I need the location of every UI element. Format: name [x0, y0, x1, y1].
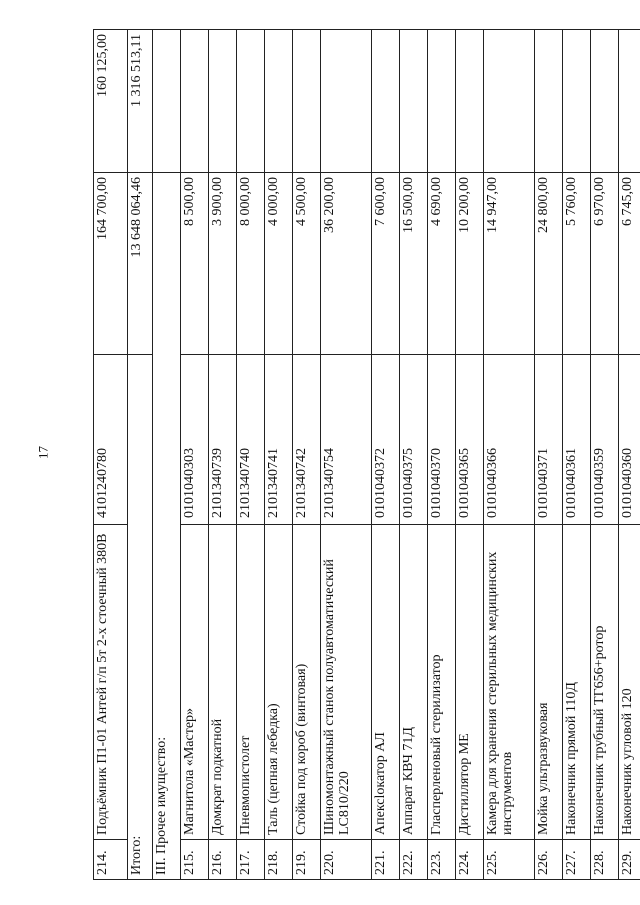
- table-row: [265, 30, 293, 880]
- cost-value: 36 200,00: [321, 173, 372, 355]
- residual-value-empty: [563, 30, 591, 173]
- cost-value: 3 900,00: [209, 173, 237, 355]
- row-number: 224.: [456, 840, 484, 880]
- item-name: Стойка под короб (винтовая): [293, 525, 321, 840]
- table-row: [484, 30, 535, 880]
- cost-value: 4 690,00: [428, 173, 456, 355]
- cost-value: 8 500,00: [181, 173, 209, 355]
- row-number: 218.: [265, 840, 293, 880]
- row-number: 223.: [428, 840, 456, 880]
- residual-value-empty: [209, 30, 237, 173]
- item-name: Камера для хранения стерильных медицинских инструментов: [484, 525, 535, 840]
- cost-value: 16 500,00: [400, 173, 428, 355]
- inventory-code: 0101040371: [535, 355, 563, 525]
- inventory-code: 0101040359: [591, 355, 619, 525]
- total-row: [128, 30, 153, 880]
- inventory-code: 2101340754: [321, 355, 372, 525]
- cost-value: 6 970,00: [591, 173, 619, 355]
- item-name: Таль (цепная лебедка): [265, 525, 293, 840]
- table-row: [372, 30, 400, 880]
- residual-value-empty: [484, 30, 535, 173]
- residual-value-empty: [237, 30, 265, 173]
- inventory-code: 0101040303: [181, 355, 209, 525]
- total-cost: 13 648 064,46: [128, 173, 153, 355]
- item-name: Аппарат КВЧ 71Д: [400, 525, 428, 840]
- inventory-code: 0101040370: [428, 355, 456, 525]
- property-table: [93, 29, 640, 880]
- cost-value: 5 760,00: [563, 173, 591, 355]
- item-name: Дистиллятор МЕ: [456, 525, 484, 840]
- table-row: [400, 30, 428, 880]
- inventory-code: 2101340739: [209, 355, 237, 525]
- row-number: 227.: [563, 840, 591, 880]
- inventory-code: 2101340742: [293, 355, 321, 525]
- cost-value: 10 200,00: [456, 173, 484, 355]
- row-number: 221.: [372, 840, 400, 880]
- item-name: Наконечник угловой 120: [619, 525, 640, 840]
- inventory-code: 0101040360: [619, 355, 640, 525]
- inventory-code: 0101040375: [400, 355, 428, 525]
- cost-value: 6 745,00: [619, 173, 640, 355]
- table-row: [209, 30, 237, 880]
- row-number: 229.: [619, 840, 640, 880]
- item-name: Подъёмник П1-01 Антей г/п 5т 2-х стоечный 380В: [94, 525, 128, 840]
- row-number: 219.: [293, 840, 321, 880]
- residual-value-empty: [535, 30, 563, 173]
- table-row: [181, 30, 209, 880]
- row-number: 225.: [484, 840, 535, 880]
- inventory-code: 2101340741: [265, 355, 293, 525]
- cost-value: 7 600,00: [372, 173, 400, 355]
- residual-value-empty: [619, 30, 640, 173]
- table-row: [456, 30, 484, 880]
- residual-value-empty: [293, 30, 321, 173]
- table-row: [428, 30, 456, 880]
- residual-value-empty: [181, 30, 209, 173]
- item-name: Магнитола «Мастер»: [181, 525, 209, 840]
- table-row: [563, 30, 591, 880]
- table-row: [293, 30, 321, 880]
- rotated-table-container: [93, 30, 635, 880]
- row-number: 220.: [321, 840, 372, 880]
- section-blank-cell: [153, 30, 181, 173]
- row-number: 226.: [535, 840, 563, 880]
- table-row: [619, 30, 640, 880]
- table-row: [237, 30, 265, 880]
- cost-value: 164 700,00: [94, 173, 128, 355]
- page-number: 17: [35, 446, 51, 459]
- cost-value: 4 500,00: [293, 173, 321, 355]
- residual-value-empty: [456, 30, 484, 173]
- item-name: Домкрат подкатной: [209, 525, 237, 840]
- item-name: Мойка ультразвуковая: [535, 525, 563, 840]
- item-name: Гласперленовый стерилизатор: [428, 525, 456, 840]
- residual-value-empty: [321, 30, 372, 173]
- item-name: Шиномонтажный станок полуавтоматический LC810/220: [321, 525, 372, 840]
- row-number: 214.: [94, 840, 128, 880]
- item-name: Апексlокатор АЛ: [372, 525, 400, 840]
- section-header: III. Прочее имущество:: [153, 173, 181, 880]
- residual-value-empty: [265, 30, 293, 173]
- total-residual: 1 316 513,11: [128, 30, 153, 173]
- row-number: 217.: [237, 840, 265, 880]
- inventory-code: 2101340740: [237, 355, 265, 525]
- residual-value-empty: [591, 30, 619, 173]
- cost-value: 14 947,00: [484, 173, 535, 355]
- residual-value-empty: [400, 30, 428, 173]
- cost-value: 24 800,00: [535, 173, 563, 355]
- total-label: Итого:: [128, 355, 153, 880]
- row-number: 228.: [591, 840, 619, 880]
- table-row-214: [94, 30, 128, 880]
- inventory-code: 0101040361: [563, 355, 591, 525]
- inventory-code: 0101040365: [456, 355, 484, 525]
- residual-value-empty: [428, 30, 456, 173]
- row-number: 222.: [400, 840, 428, 880]
- inventory-code: 4101240780: [94, 355, 128, 525]
- cost-value: 4 000,00: [265, 173, 293, 355]
- table-row: [321, 30, 372, 880]
- table-row: [535, 30, 563, 880]
- row-number: 216.: [209, 840, 237, 880]
- row-number: 215.: [181, 840, 209, 880]
- inventory-code: 0101040372: [372, 355, 400, 525]
- section-header-row: [153, 30, 181, 880]
- inventory-code: 0101040366: [484, 355, 535, 525]
- cost-value: 8 000,00: [237, 173, 265, 355]
- residual-value: 160 125,00: [94, 30, 128, 173]
- item-name: Пневмопистолет: [237, 525, 265, 840]
- residual-value-empty: [372, 30, 400, 173]
- item-name: Наконечник прямой 110Д: [563, 525, 591, 840]
- item-name: Наконечник трубный ТГ656+ротор: [591, 525, 619, 840]
- table-row: [591, 30, 619, 880]
